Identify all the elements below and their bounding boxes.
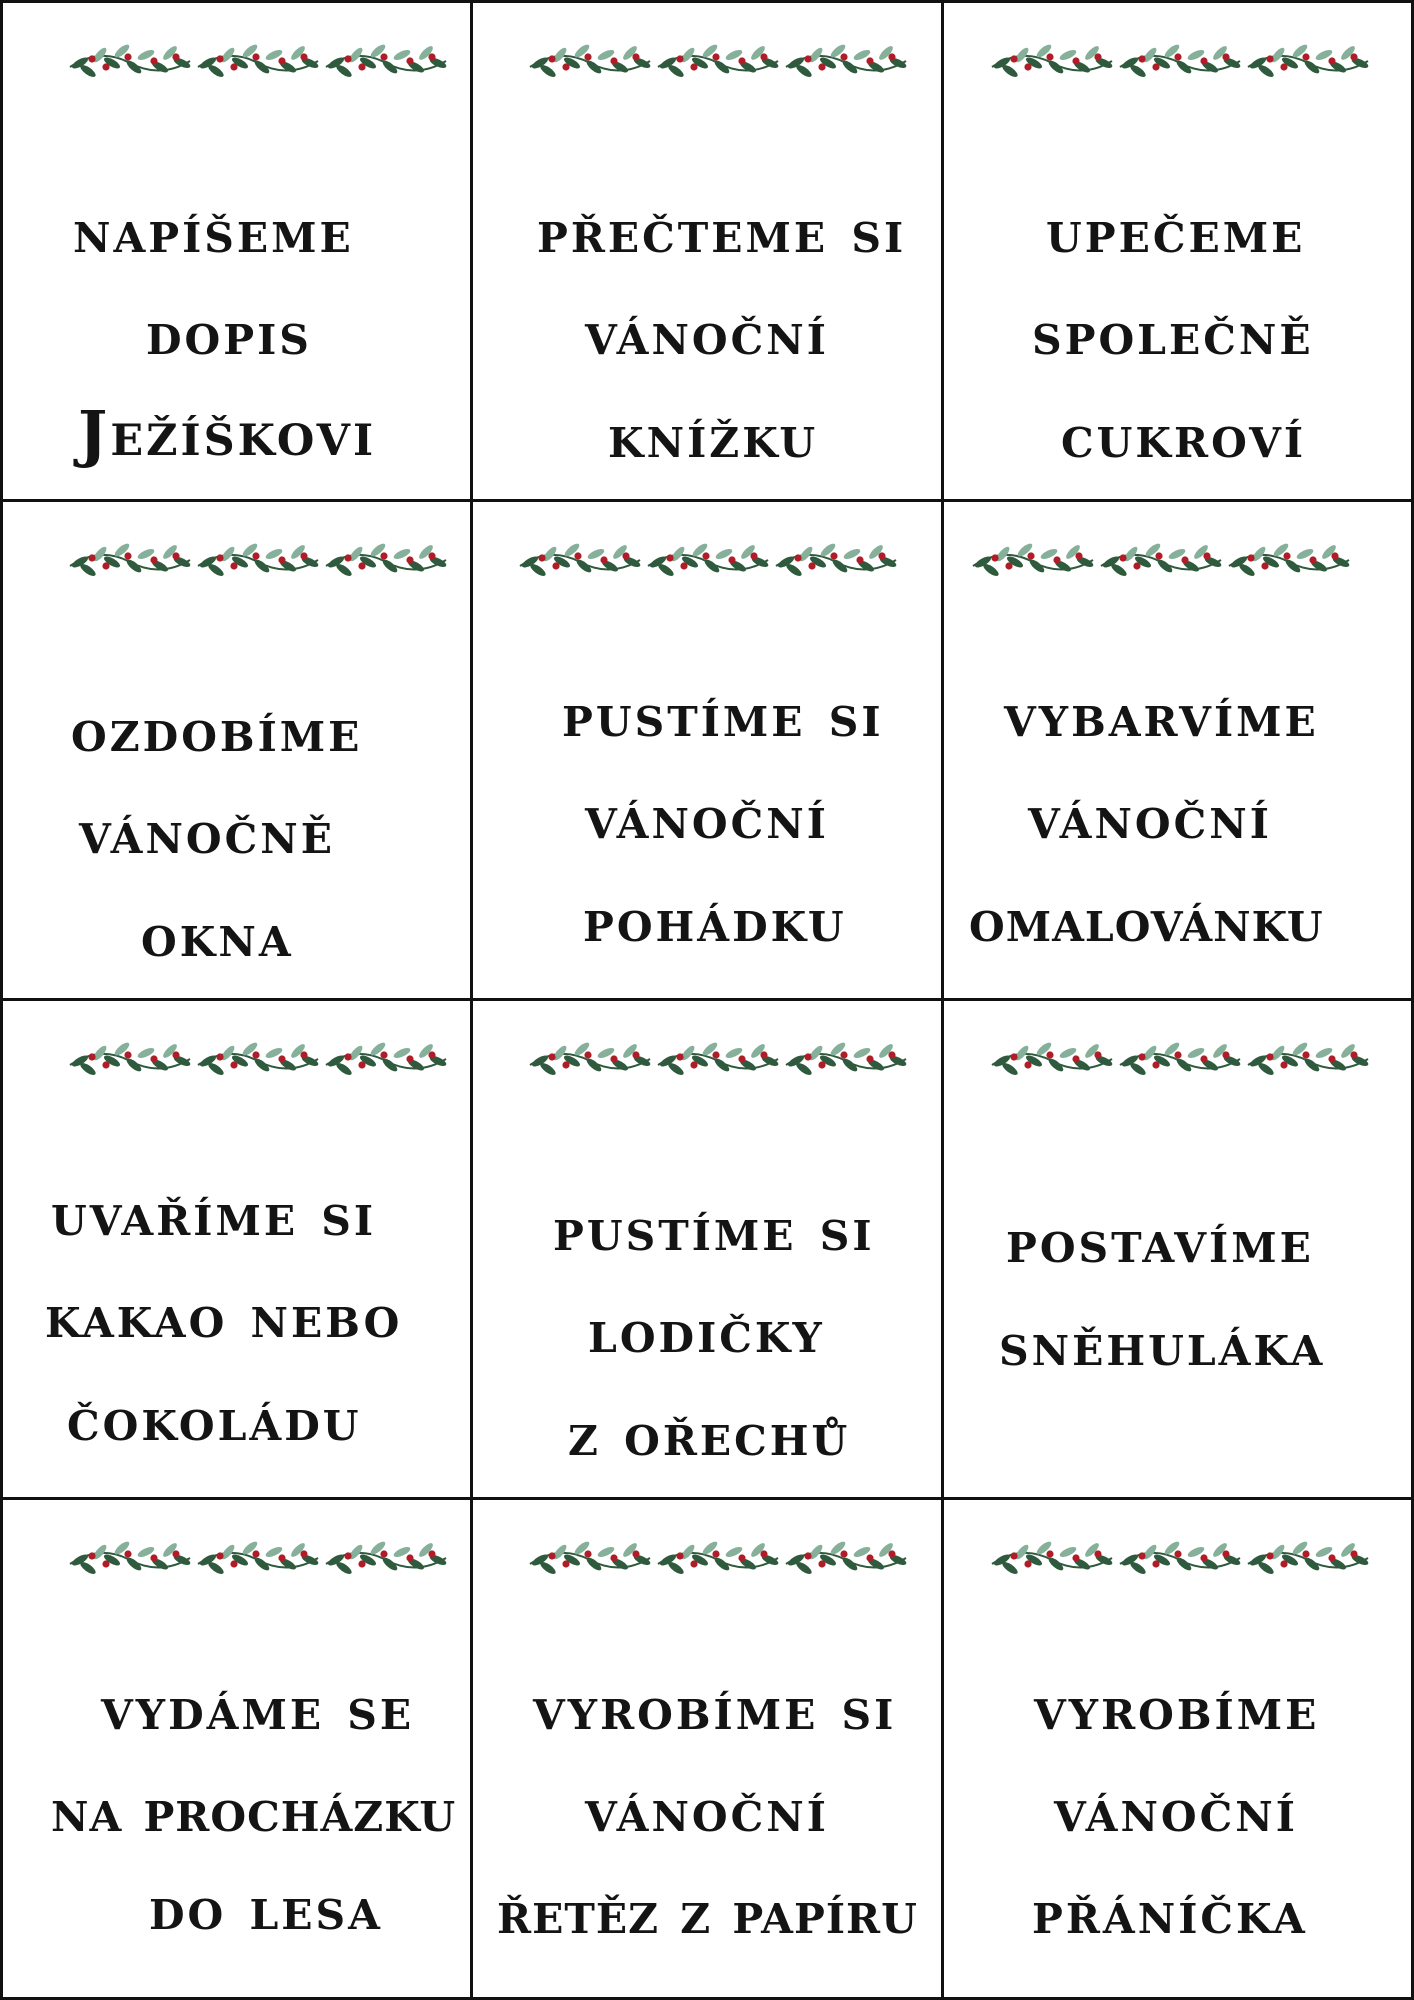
card-text-line: omalovánku	[969, 887, 1324, 955]
card-text-line: společně	[1032, 300, 1314, 368]
activity-card	[3, 1500, 470, 1997]
holly-garland-icon	[988, 1530, 1378, 1590]
holly-garland-icon	[988, 33, 1378, 93]
card-text-line: přáníčka	[1032, 1879, 1308, 1947]
card-text-line: přečteme si	[537, 198, 907, 266]
card-text-line: uvaříme si	[51, 1181, 377, 1249]
card-text-line: čokoládu	[67, 1386, 362, 1454]
holly-garland-icon	[969, 532, 1359, 592]
card-text-line: okna	[141, 902, 294, 970]
card-text-line: vydáme se	[101, 1675, 415, 1743]
holly-garland-svg	[66, 1530, 456, 1590]
holly-garland-svg	[988, 33, 1378, 93]
holly-garland-svg	[526, 1031, 916, 1091]
holly-garland-icon	[66, 532, 456, 592]
card-text-line: do lesa	[149, 1875, 383, 1943]
activity-card	[3, 502, 470, 998]
card-text-line: pohádku	[583, 887, 847, 955]
activity-card	[944, 1500, 1411, 1997]
card-text-line: pustíme si	[562, 682, 884, 750]
activity-card	[944, 1001, 1411, 1497]
card-text-line: vyrobíme	[1034, 1675, 1320, 1743]
holly-garland-icon	[526, 1031, 916, 1091]
activity-card	[473, 1500, 941, 1997]
activity-card	[473, 502, 941, 998]
card-text-line: postavíme	[1006, 1208, 1314, 1276]
card-text-line: vánoční	[1054, 1777, 1298, 1845]
card-text-line: vánoční	[585, 300, 829, 368]
holly-garland-svg	[516, 532, 906, 592]
card-text-line: lodičky	[588, 1298, 825, 1366]
holly-garland-icon	[526, 1530, 916, 1590]
card-text-line: napíšeme	[73, 198, 354, 266]
card-text-line: vánoční	[1028, 784, 1272, 852]
holly-garland-svg	[969, 532, 1359, 592]
card-text-line: vánoční	[585, 1777, 829, 1845]
holly-garland-icon	[516, 532, 906, 592]
holly-garland-svg	[526, 1530, 916, 1590]
holly-garland-svg	[66, 1031, 456, 1091]
card-text-line: Ježíškovi	[78, 397, 377, 470]
card-text-line: knížku	[608, 403, 819, 471]
activity-card	[944, 502, 1411, 998]
activity-card	[473, 1001, 941, 1497]
holly-garland-icon	[66, 1031, 456, 1091]
card-text-line: vybarvíme	[1004, 682, 1319, 750]
card-text-line: vánočně	[79, 799, 335, 867]
holly-garland-icon	[526, 33, 916, 93]
holly-garland-svg	[66, 33, 456, 93]
holly-garland-svg	[66, 532, 456, 592]
card-text-line: řetěz z papíru	[497, 1879, 918, 1947]
card-text-line: upečeme	[1046, 198, 1306, 266]
holly-garland-icon	[988, 1031, 1378, 1091]
holly-garland-svg	[988, 1031, 1378, 1091]
activity-card	[3, 3, 470, 499]
card-text-line: dopis	[146, 300, 312, 368]
card-text-line: sněhuláka	[999, 1311, 1326, 1379]
activity-card	[944, 3, 1411, 499]
activity-card	[473, 3, 941, 499]
holly-garland-icon	[66, 1530, 456, 1590]
card-text-line: pustíme si	[553, 1196, 875, 1264]
card-text-line: z ořechů	[568, 1401, 851, 1469]
holly-garland-svg	[988, 1530, 1378, 1590]
card-text-line: ozdobíme	[71, 697, 363, 765]
card-text-line: vánoční	[585, 784, 829, 852]
holly-garland-svg	[526, 33, 916, 93]
holly-garland-icon	[66, 33, 456, 93]
card-text-line: cukroví	[1061, 403, 1307, 471]
card-text-line: na procházku	[51, 1777, 457, 1845]
activity-card	[3, 1001, 470, 1497]
card-text-line: kakao nebo	[45, 1283, 403, 1351]
card-text-line: vyrobíme si	[533, 1675, 897, 1743]
